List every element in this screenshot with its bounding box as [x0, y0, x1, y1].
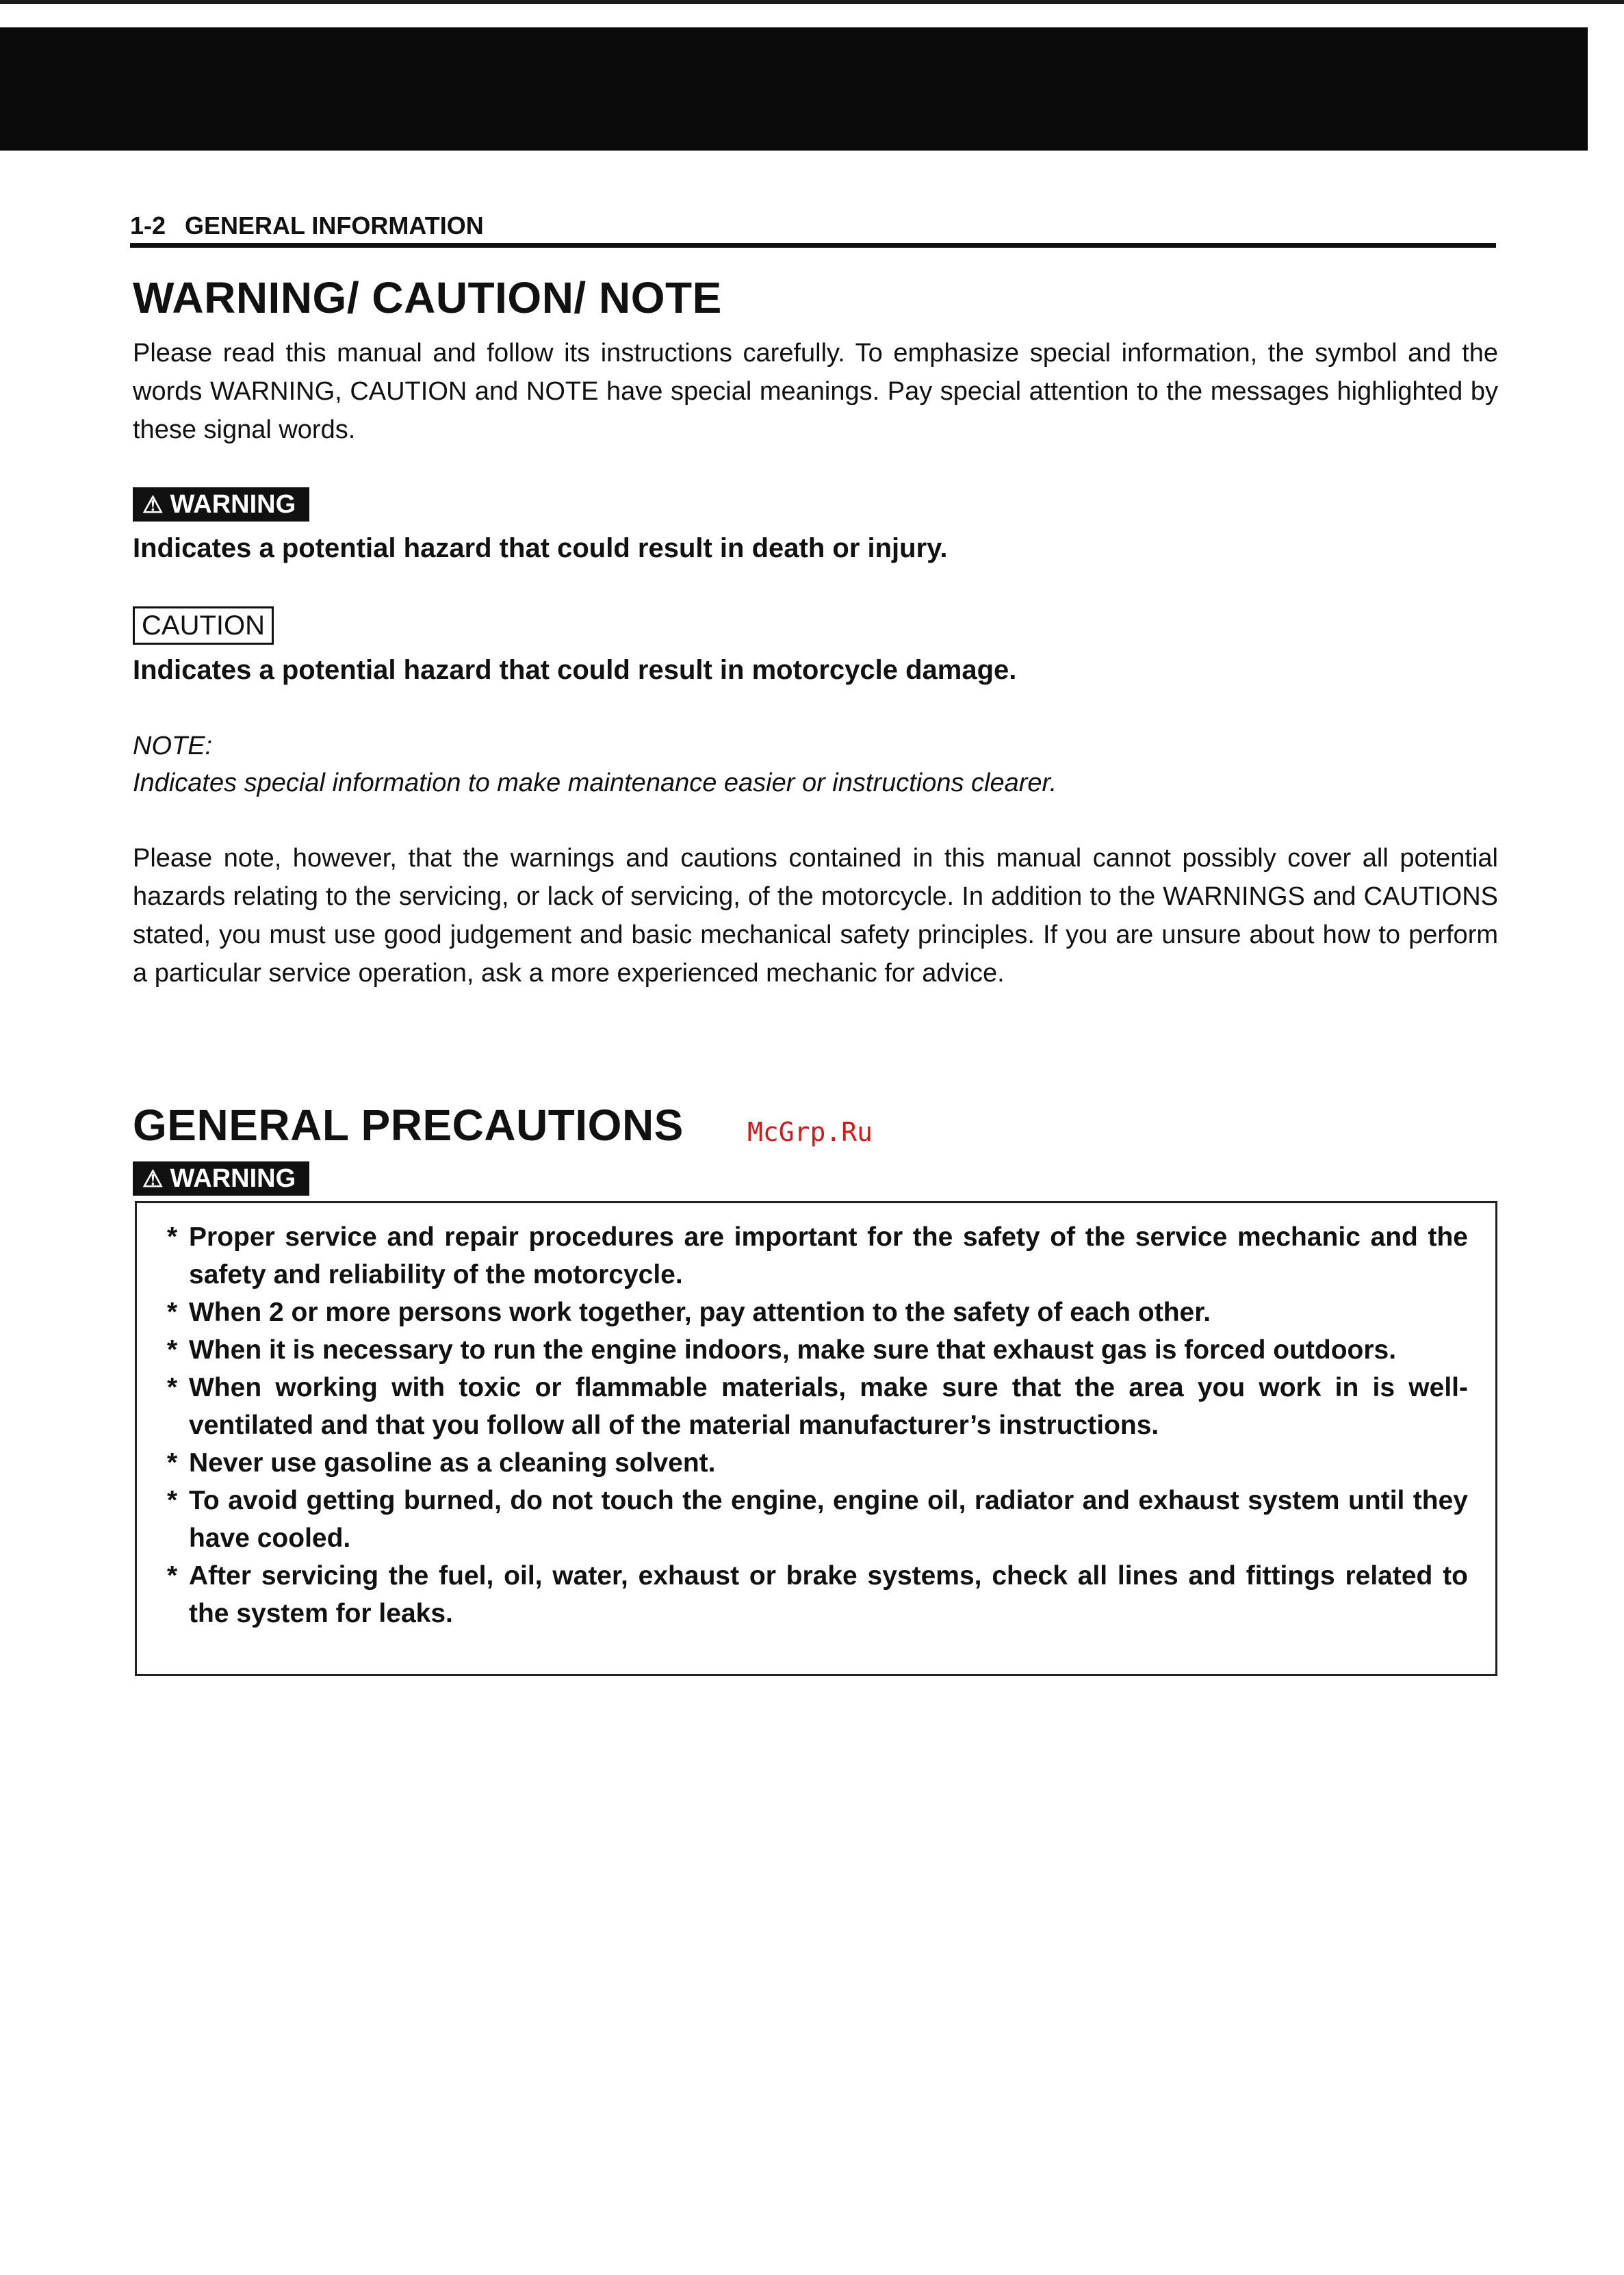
- warning-badge-label: WARNING: [170, 490, 296, 519]
- asterisk-bullet: *: [167, 1373, 178, 1402]
- section-name: GENERAL INFORMATION: [185, 211, 484, 240]
- caution-badge: [133, 606, 274, 645]
- asterisk-bullet: *: [167, 1561, 178, 1591]
- list-item-text: Proper service and repair procedures are important for the safety of the service mechanic and the safety and reliability of the motorcycle.: [189, 1222, 1468, 1289]
- list-item: [167, 1482, 1468, 1557]
- precautions-warning-label: WARNING: [170, 1164, 296, 1193]
- page-number: 1-2: [130, 211, 166, 240]
- scan-black-band: [0, 27, 1588, 151]
- list-item: [167, 1444, 1468, 1482]
- caution-description: Indicates a potential hazard that could result in motorcycle damage.: [133, 655, 1017, 685]
- warning-triangle-icon: ⚠: [142, 492, 164, 518]
- precautions-warning-badge: [133, 1161, 309, 1196]
- note-description: Indicates special information to make maintenance easier or instructions clearer.: [133, 769, 1057, 797]
- list-item-text: After servicing the fuel, oil, water, exhaust or brake systems, check all lines and fittings related to the system for leaks.: [189, 1561, 1468, 1628]
- list-item-text: Never use gasoline as a cleaning solvent.: [189, 1448, 716, 1478]
- warning-description: Indicates a potential hazard that could result in death or injury.: [133, 533, 948, 563]
- scan-top-edge: [0, 0, 1624, 4]
- list-item: [167, 1557, 1468, 1632]
- general-precautions-title: GENERAL PRECAUTIONS: [133, 1101, 684, 1150]
- list-item-text: When working with toxic or flammable materials, make sure that the area you work in is well-ventilated and that you follow all of the material manufacturer’s instructions.: [189, 1373, 1468, 1440]
- intro-paragraph: Please read this manual and follow its instructions carefully. To emphasize special information, the symbol and the words WARNING, CAUTION and NOTE have special meanings. Pay special attention to the messages highlighted by these signal words.: [133, 339, 1498, 444]
- list-item: [167, 1331, 1468, 1369]
- caution-badge-label: CAUTION: [142, 610, 265, 641]
- asterisk-bullet: *: [167, 1486, 178, 1515]
- asterisk-bullet: *: [167, 1298, 178, 1327]
- warning-badge: [133, 487, 309, 522]
- asterisk-bullet: *: [167, 1222, 178, 1252]
- closing-paragraph: Please note, however, that the warnings and cautions contained in this manual cannot possibly cover all potential hazards relating to the servicing, or lack of servicing, of the motorcycle. In addition to the WARNINGS and CAUTIONS stated, you must use good judgement and basic mechanical safety principles. If you are unsure about how to perform a particular service operation, ask a more experienced mechanic for advice.: [133, 844, 1498, 988]
- note-label: NOTE:: [133, 732, 213, 760]
- watermark-text: McGrp.Ru: [747, 1117, 873, 1147]
- list-item-text: When 2 or more persons work together, pay attention to the safety of each other.: [189, 1298, 1211, 1327]
- list-item: [167, 1369, 1468, 1444]
- precautions-list: [137, 1203, 1495, 1632]
- list-item-text: When it is necessary to run the engine indoors, make sure that exhaust gas is forced outdoors.: [189, 1335, 1397, 1365]
- precautions-box: [135, 1201, 1497, 1676]
- warning-triangle-icon: ⚠: [142, 1166, 164, 1192]
- list-item-text: To avoid getting burned, do not touch the engine, engine oil, radiator and exhaust system until they have cooled.: [189, 1486, 1468, 1553]
- asterisk-bullet: *: [167, 1335, 178, 1365]
- page-header: [130, 209, 1496, 248]
- list-item: [167, 1294, 1468, 1331]
- asterisk-bullet: *: [167, 1448, 178, 1478]
- warning-caution-note-title: WARNING/ CAUTION/ NOTE: [133, 273, 722, 322]
- list-item: [167, 1218, 1468, 1294]
